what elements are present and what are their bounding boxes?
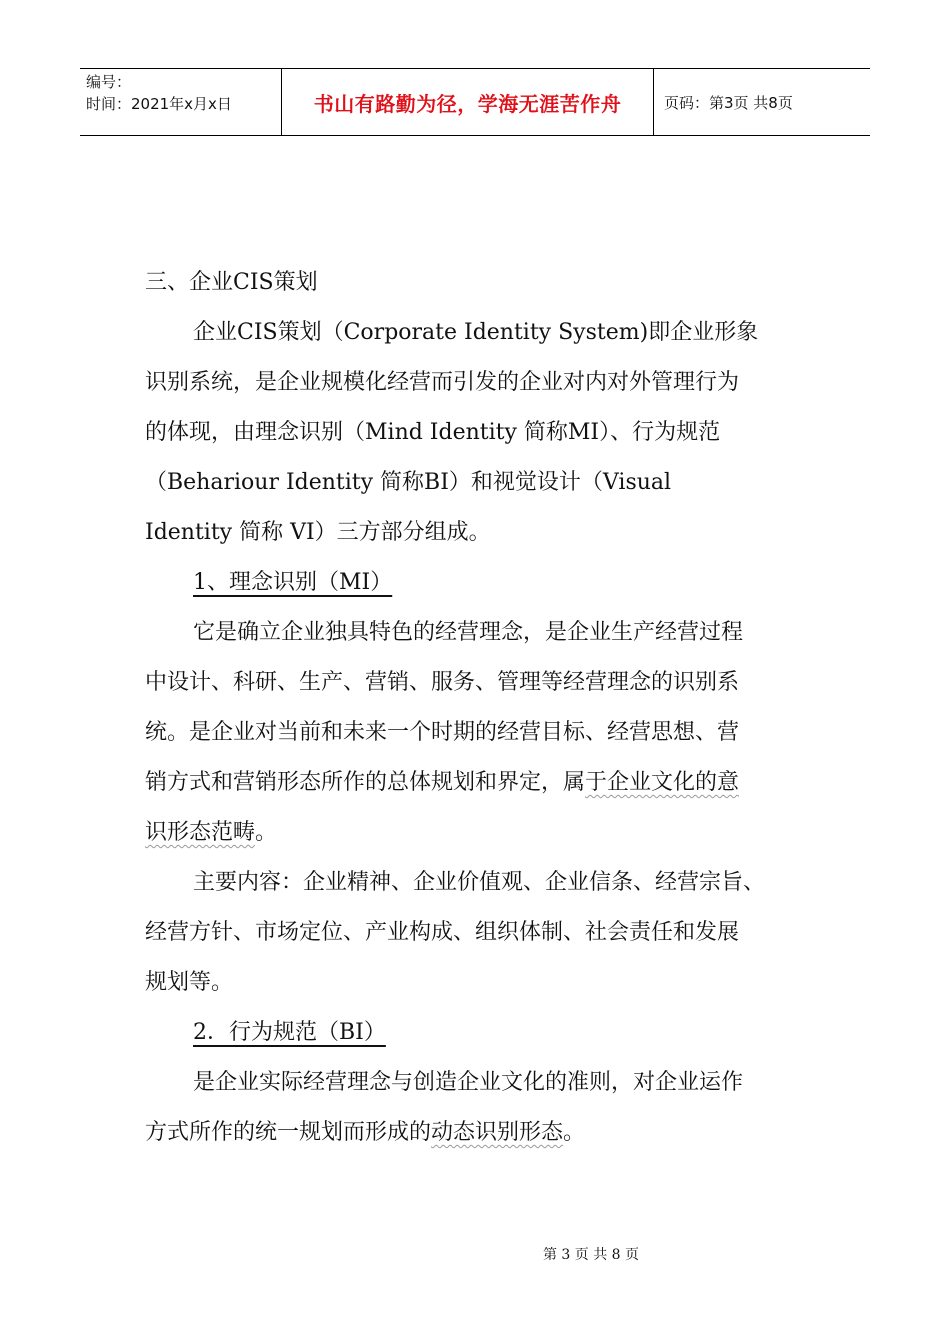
subsection-title-mi-text: 1、理念识别（MI） — [193, 570, 393, 595]
doc-number-label: 编号： — [86, 73, 132, 91]
text-run: 。 — [255, 820, 278, 845]
paragraph-line: 规划等。 — [145, 970, 234, 995]
paragraph-line — [145, 808, 805, 858]
section-title: 三、企业CIS策划 — [145, 270, 318, 295]
header-motto: 书山有路勤为径，学海无涯苦作舟 — [313, 91, 622, 116]
paragraph-line — [145, 1108, 805, 1158]
subsection-title-mi — [145, 558, 805, 608]
header-meta-cell — [80, 69, 282, 135]
subsection-title-bi — [145, 1008, 805, 1058]
header-page-label: 页码：第3页 共8页 — [664, 93, 793, 112]
grammar-marked-text: 于企业文化的意 — [585, 770, 740, 795]
paragraph-line: 是企业实际经营理念与创造企业文化的准则，对企业运作 — [193, 1070, 744, 1095]
text-run: 销方式和营销形态所作的总体规划和界定，属 — [145, 770, 586, 795]
paragraph-line: 它是确立企业独具特色的经营理念，是企业生产经营过程 — [193, 620, 744, 645]
header-page-cell — [654, 69, 870, 135]
paragraph-line: （Behariour Identity 简称BI）和视觉设计（Visual — [145, 470, 672, 495]
paragraph-line — [145, 758, 805, 808]
page-footer — [0, 1244, 950, 1264]
paragraph-line: 经营方针、市场定位、产业构成、组织体制、社会责任和发展 — [145, 920, 740, 945]
grammar-marked-text: 识形态范畴 — [145, 820, 256, 845]
document-body — [145, 258, 805, 1158]
paragraph-line: 识别系统，是企业规模化经营而引发的企业对内对外管理行为 — [145, 370, 740, 395]
paragraph-line: 统。是企业对当前和未来一个时期的经营目标、经营思想、营 — [145, 720, 740, 745]
paragraph-line: 企业CIS策划（Corporate Identity System)即企业形象 — [193, 320, 759, 345]
grammar-marked-text: 动态识别形态 — [431, 1120, 564, 1145]
header-motto-cell — [282, 69, 654, 135]
subsection-title-bi-text: 2．行为规范（BI） — [193, 1020, 386, 1045]
header-table — [80, 68, 870, 136]
paragraph-line: 的体现，由理念识别（Mind Identity 简称MI）、行为规范 — [145, 420, 721, 445]
paragraph-line: 主要内容：企业精神、企业价值观、企业信条、经营宗旨、 — [193, 870, 766, 895]
text-run: 方式所作的统一规划而形成的 — [145, 1120, 432, 1145]
paragraph-line: Identity 简称 VI）三方部分组成。 — [145, 520, 491, 545]
doc-time-label: 时间：2021年x月x日 — [86, 95, 232, 113]
text-run: 。 — [563, 1120, 586, 1145]
footer-page-number: 第 3 页 共 8 页 — [542, 1247, 640, 1263]
paragraph-line: 中设计、科研、生产、营销、服务、管理等经营理念的识别系 — [145, 670, 740, 695]
